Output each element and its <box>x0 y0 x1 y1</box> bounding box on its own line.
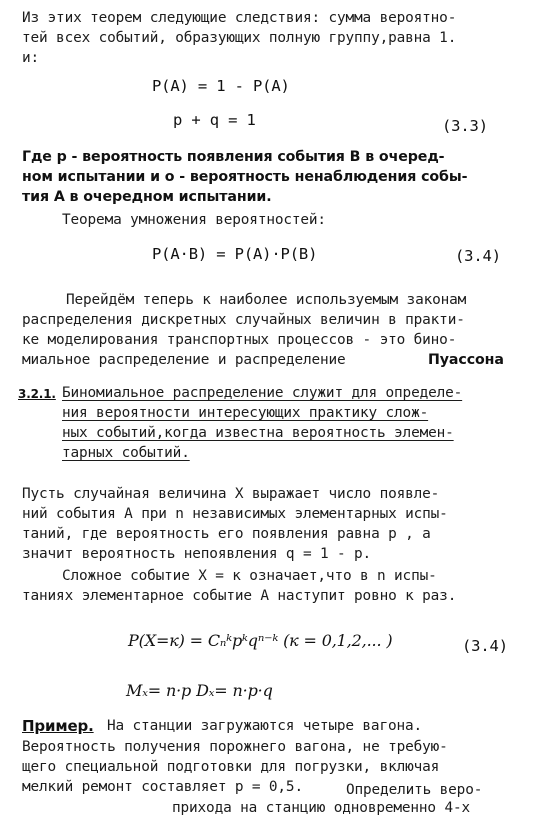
formula-complement: P(A) = 1 - P(A) <box>152 77 290 95</box>
binomial-line-2: ния вероятности интересующих практику слож- <box>62 405 429 421</box>
formula-binomial: P(X=к) = Cₙᵏpᵏqⁿ⁻ᵏ (к = 0,1,2,... ) <box>128 631 393 650</box>
multiplication-title: Теорема умножения вероятностей: <box>62 212 326 228</box>
example-line-4: мелкий ремонт составляет р = 0,5. <box>22 779 303 795</box>
random-var-line-3: таний, где вероятность его появления равна р , а <box>22 526 431 542</box>
binomial-line-4: тарных событий. <box>62 445 190 461</box>
equation-number-3-3: (3.3) <box>442 117 488 135</box>
definition-line-1: Где р - вероятность появления события В в очеред- <box>22 149 445 165</box>
example-line-2: Вероятность получения порожнего вагона, не требую- <box>22 739 448 755</box>
binomial-line-1: Биномиальное распределение служит для определе- <box>62 385 463 401</box>
laws-line-3: ке моделирования транспортных процессов - это бино- <box>22 332 457 348</box>
section-mark-3-2-1: 3.2.1. <box>18 387 56 401</box>
intro-line-1: Из этих теорем следующие следствия: сумма вероятно- <box>22 10 457 26</box>
intro-line-3: и: <box>22 50 40 66</box>
definition-line-3: тия А в очередном испытании. <box>22 189 272 205</box>
laws-line-4: миальное распределение и распределение <box>22 352 346 368</box>
formula-moments: Mₓ= n·p Dₓ= n·p·q <box>126 681 273 700</box>
example-line-4-handwritten: Определить веро- <box>346 782 483 798</box>
example-line-1: На станции загружаются четыре вагона. <box>107 718 423 734</box>
random-var-line-2: ний события А при n независимых элементарных испы- <box>22 506 448 522</box>
definition-line-2: ном испытании и о - вероятность ненаблюдения собы- <box>22 169 468 185</box>
example-line-3: щего специальной подготовки для погрузки, включая <box>22 759 440 775</box>
poisson-word: Пуассона <box>428 352 504 368</box>
example-label: Пример. <box>22 717 94 735</box>
random-var-line-1: Пусть случайная величина X выражает число появле- <box>22 486 440 502</box>
equation-number-3-4a: (3.4) <box>455 247 501 265</box>
equation-number-3-4b: (3.4) <box>462 637 508 655</box>
example-line-5: прихода на станцию одновременно 4-х <box>172 800 470 816</box>
laws-line-2: распределения дискретных случайных величин в практи- <box>22 312 465 328</box>
binomial-line-3: ных событий,когда известна вероятность элемен- <box>62 425 454 441</box>
intro-line-2: тей всех событий, образующих полную группу,равна 1. <box>22 30 457 46</box>
laws-line-1: Перейдём теперь к наиболее используемым законам <box>66 292 467 308</box>
random-var-line-5: Сложное событие X = к означает,что в n испы- <box>62 568 437 584</box>
formula-sum: p + q = 1 <box>173 111 256 129</box>
formula-multiplication: P(A·B) = P(A)·P(B) <box>152 245 318 263</box>
random-var-line-6: таниях элементарное событие А наступит ровно к раз. <box>22 588 457 604</box>
random-var-line-4: значит вероятность непоявления q = 1 - р. <box>22 546 372 562</box>
